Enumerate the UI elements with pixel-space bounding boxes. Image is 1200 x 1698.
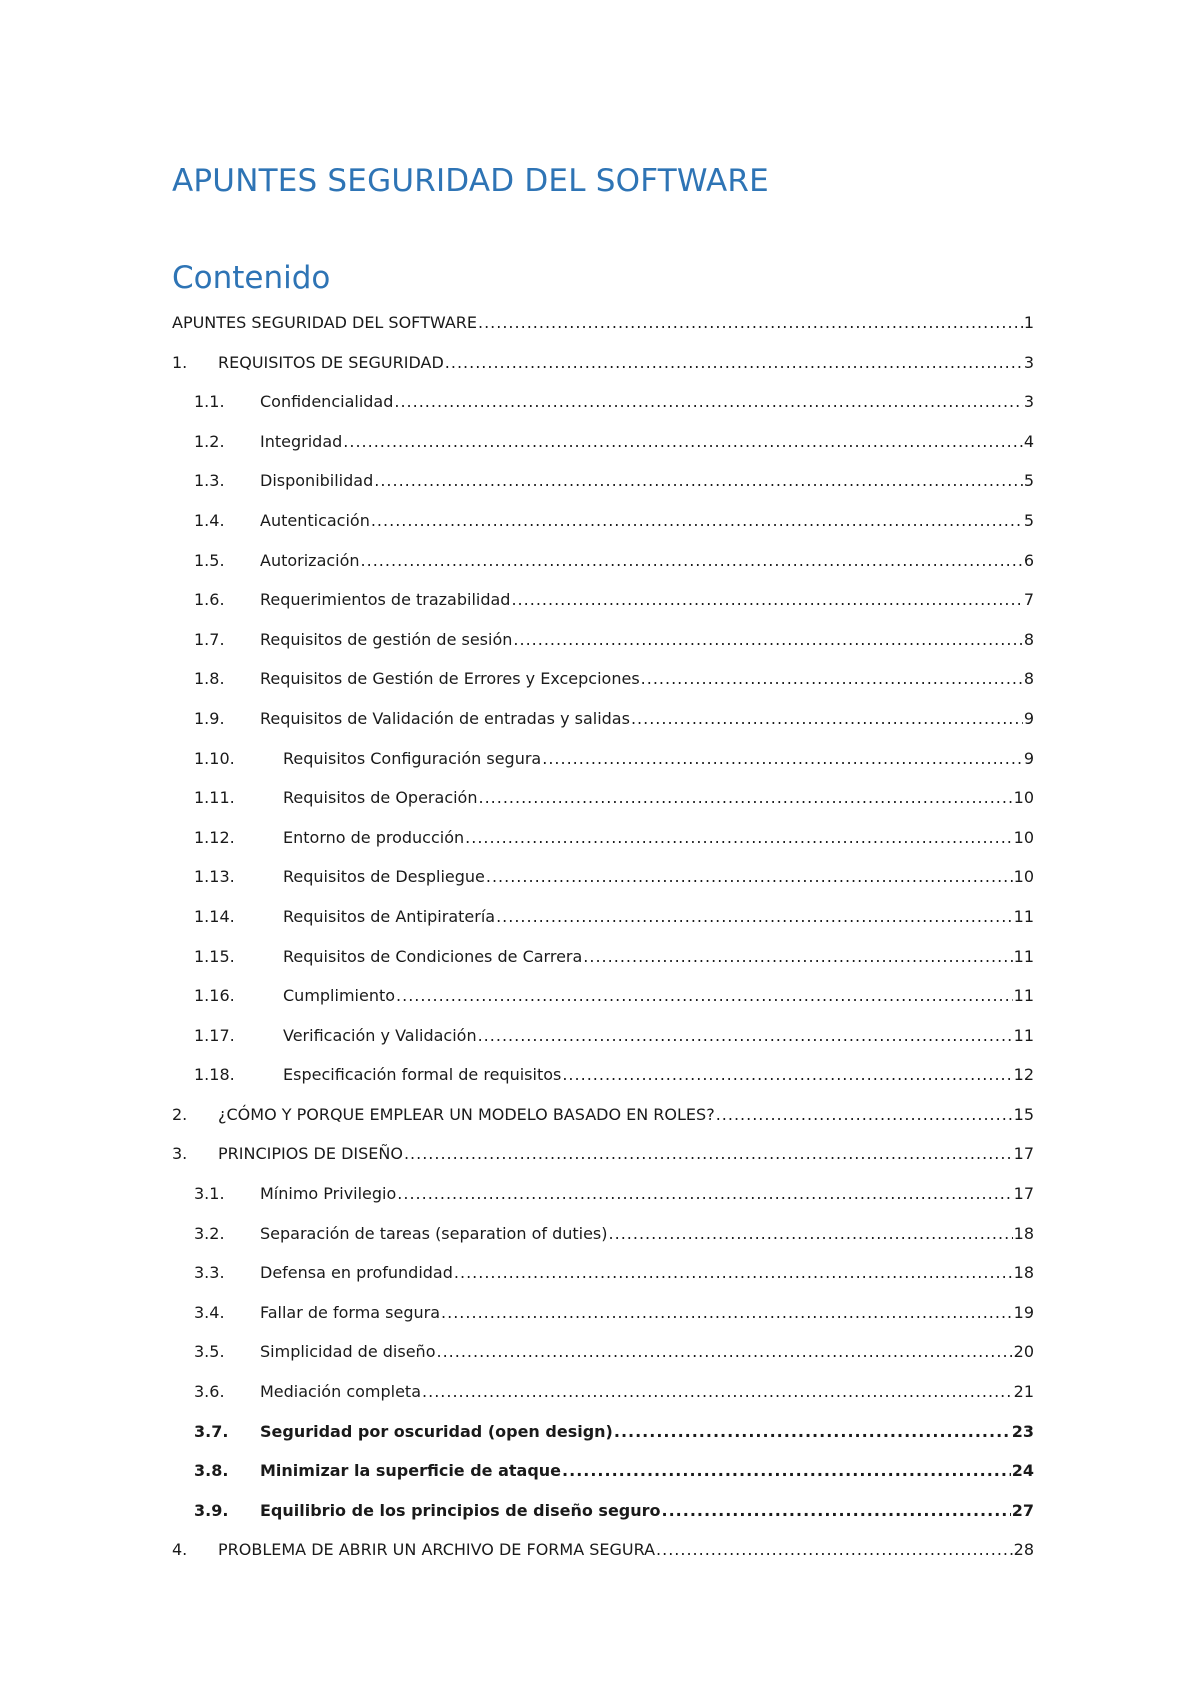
toc-entry-page: 15	[1013, 1104, 1034, 1124]
toc-entry-1-7[interactable]	[172, 620, 1034, 660]
dot-leader	[496, 897, 1013, 937]
toc-entry-number: 1.13.	[194, 867, 235, 887]
toc-entry-page: 8	[1023, 669, 1034, 689]
dot-leader	[343, 422, 1023, 462]
toc-entry-page: 11	[1013, 1025, 1034, 1045]
toc-entry-number: 1.15.	[194, 946, 235, 966]
toc-entry-text: ¿CÓMO Y PORQUE EMPLEAR UN MODELO BASADO EN ROLES?	[218, 1104, 715, 1124]
toc-entry-number: 3.3.	[194, 1263, 225, 1283]
toc-entry-text: Requisitos de Validación de entradas y salidas	[260, 708, 630, 728]
dot-leader	[465, 818, 1012, 858]
toc-entry-text: Integridad	[260, 431, 343, 451]
toc-entry-number: 2.	[172, 1104, 188, 1124]
dot-leader	[486, 857, 1013, 897]
toc-entry-text: Mediación completa	[260, 1382, 422, 1402]
dot-leader	[478, 778, 1012, 818]
toc-entry-text: Mínimo Privilegio	[260, 1184, 397, 1204]
toc-entry-1-16[interactable]	[172, 976, 1034, 1016]
dot-leader	[641, 659, 1023, 699]
toc-entry-text: Verificación y Validación	[283, 1025, 477, 1045]
toc-entry-1-11[interactable]	[172, 778, 1034, 818]
toc-entry-number: 3.7.	[194, 1421, 229, 1441]
toc-entry-1-14[interactable]	[172, 897, 1034, 937]
toc-entry-text: Requisitos de Condiciones de Carrera	[283, 946, 583, 966]
toc-entry-text: Minimizar la superficie de ataque	[260, 1461, 562, 1481]
toc-entry-number: 1.2.	[194, 431, 225, 451]
toc-entry-3[interactable]	[172, 1134, 1034, 1174]
dot-leader	[716, 1095, 1013, 1135]
toc-entry-1-9[interactable]	[172, 699, 1034, 739]
toc-entry-page: 12	[1013, 1065, 1034, 1085]
dot-leader	[454, 1253, 1013, 1293]
toc-entry-number: 3.	[172, 1144, 188, 1164]
toc-entry-number: 1.4.	[194, 510, 225, 530]
dot-leader	[511, 580, 1022, 620]
toc-entry-page: 9	[1023, 748, 1034, 768]
toc-entry-1[interactable]	[172, 343, 1034, 383]
dot-leader	[656, 1530, 1013, 1570]
dot-leader	[542, 739, 1023, 779]
toc-entry-number: 1.7.	[194, 629, 225, 649]
dot-leader	[662, 1491, 1011, 1531]
toc-entry-text: Separación de tareas (separation of duties)	[260, 1223, 608, 1243]
dot-leader	[562, 1451, 1011, 1491]
toc-entry-number: 1.17.	[194, 1025, 235, 1045]
toc-entry-1-4[interactable]	[172, 501, 1034, 541]
toc-entry-4[interactable]	[172, 1530, 1034, 1570]
toc-entry-page: 4	[1023, 431, 1034, 451]
toc-entry-text: Disponibilidad	[260, 471, 374, 491]
toc-entry-text: Cumplimiento	[283, 986, 396, 1006]
toc-entry-number: 1.9.	[194, 708, 225, 728]
toc-entry-number: 1.3.	[194, 471, 225, 491]
toc-entry-text: Requerimientos de trazabilidad	[260, 590, 511, 610]
toc-entry-3-3[interactable]	[172, 1253, 1034, 1293]
toc-entry-number: 1.10.	[194, 748, 235, 768]
toc-entry-apuntes[interactable]	[172, 303, 1034, 343]
toc-entry-3-7[interactable]	[172, 1412, 1034, 1452]
toc-entry-text: Requisitos de Operación	[283, 788, 478, 808]
toc-entry-page: 7	[1023, 590, 1034, 610]
dot-leader	[397, 1174, 1012, 1214]
dot-leader	[445, 343, 1023, 383]
toc-entry-3-8[interactable]	[172, 1451, 1034, 1491]
toc-entry-number: 3.4.	[194, 1302, 225, 1322]
toc-entry-page: 6	[1023, 550, 1034, 570]
document-title: APUNTES SEGURIDAD DEL SOFTWARE	[172, 163, 769, 199]
toc-entry-text: Fallar de forma segura	[260, 1302, 441, 1322]
toc-entry-number: 3.2.	[194, 1223, 225, 1243]
toc-entry-text: REQUISITOS DE SEGURIDAD	[218, 352, 444, 372]
toc-entry-number: 1.12.	[194, 827, 235, 847]
toc-heading: Contenido	[172, 260, 331, 296]
toc-entry-2[interactable]	[172, 1095, 1034, 1135]
toc-entry-page: 5	[1023, 471, 1034, 491]
toc-entry-3-2[interactable]	[172, 1214, 1034, 1254]
toc-entry-text: PRINCIPIOS DE DISEÑO	[218, 1144, 403, 1164]
toc-entry-text: Seguridad por oscuridad (open design)	[260, 1421, 613, 1441]
toc-entry-number: 3.6.	[194, 1382, 225, 1402]
dot-leader	[396, 976, 1013, 1016]
toc-entry-page: 1	[1023, 313, 1034, 332]
toc-entry-1-17[interactable]	[172, 1016, 1034, 1056]
toc-entry-number: 1.	[172, 352, 188, 372]
toc-entry-text: APUNTES SEGURIDAD DEL SOFTWARE	[172, 313, 477, 332]
toc-entry-text: Requisitos de Gestión de Errores y Excepciones	[260, 669, 640, 689]
toc-entry-text: Requisitos de Antipiratería	[283, 906, 496, 926]
dot-leader	[583, 937, 1012, 977]
toc-entry-1-6[interactable]	[172, 580, 1034, 620]
toc-entry-text: Requisitos de Despliegue	[283, 867, 485, 887]
toc-entry-1-13[interactable]	[172, 857, 1034, 897]
dot-leader	[631, 699, 1023, 739]
table-of-contents	[172, 303, 1034, 1570]
toc-entry-page: 23	[1011, 1421, 1034, 1441]
toc-entry-page: 8	[1023, 629, 1034, 649]
dot-leader	[371, 501, 1023, 541]
toc-entry-page: 10	[1013, 788, 1034, 808]
toc-entry-1-1[interactable]	[172, 382, 1034, 422]
dot-leader	[478, 303, 1023, 343]
dot-leader	[562, 1055, 1012, 1095]
toc-entry-3-4[interactable]	[172, 1293, 1034, 1333]
toc-entry-number: 3.8.	[194, 1461, 229, 1481]
toc-entry-1-12[interactable]	[172, 818, 1034, 858]
dot-leader	[394, 382, 1022, 422]
dot-leader	[422, 1372, 1013, 1412]
dot-leader	[361, 541, 1023, 581]
toc-entry-number: 1.14.	[194, 906, 235, 926]
toc-entry-page: 10	[1013, 827, 1034, 847]
dot-leader	[404, 1134, 1013, 1174]
toc-entry-page: 17	[1013, 1144, 1034, 1164]
toc-entry-page: 21	[1013, 1382, 1034, 1402]
dot-leader	[436, 1332, 1012, 1372]
toc-entry-text: Autorización	[260, 550, 360, 570]
dot-leader	[374, 461, 1023, 501]
dot-leader	[441, 1293, 1013, 1333]
toc-entry-text: Autenticación	[260, 510, 370, 530]
toc-entry-page: 5	[1023, 510, 1034, 530]
toc-entry-1-15[interactable]	[172, 937, 1034, 977]
toc-entry-page: 24	[1011, 1461, 1034, 1481]
toc-entry-page: 28	[1013, 1540, 1034, 1560]
toc-entry-page: 10	[1013, 867, 1034, 887]
toc-entry-page: 27	[1011, 1500, 1034, 1520]
toc-entry-text: Entorno de producción	[283, 827, 465, 847]
toc-entry-3-6[interactable]	[172, 1372, 1034, 1412]
toc-entry-number: 3.1.	[194, 1184, 225, 1204]
toc-entry-number: 4.	[172, 1540, 188, 1560]
toc-entry-page: 9	[1023, 708, 1034, 728]
toc-entry-page: 17	[1013, 1184, 1034, 1204]
toc-entry-1-5[interactable]	[172, 541, 1034, 581]
toc-entry-number: 3.5.	[194, 1342, 225, 1362]
toc-entry-number: 1.8.	[194, 669, 225, 689]
toc-entry-1-3[interactable]	[172, 461, 1034, 501]
toc-entry-page: 20	[1013, 1342, 1034, 1362]
toc-entry-text: Simplicidad de diseño	[260, 1342, 436, 1362]
toc-entry-1-10[interactable]	[172, 739, 1034, 779]
toc-entry-number: 1.1.	[194, 392, 225, 412]
dot-leader	[478, 1016, 1013, 1056]
toc-entry-number: 1.18.	[194, 1065, 235, 1085]
toc-entry-text: PROBLEMA DE ABRIR UN ARCHIVO DE FORMA SEGURA	[218, 1540, 656, 1560]
toc-entry-number: 1.5.	[194, 550, 225, 570]
toc-entry-1-2[interactable]	[172, 422, 1034, 462]
toc-entry-text: Defensa en profundidad	[260, 1263, 453, 1283]
toc-entry-3-5[interactable]	[172, 1332, 1034, 1372]
toc-entry-page: 11	[1013, 906, 1034, 926]
toc-entry-1-8[interactable]	[172, 659, 1034, 699]
toc-entry-number: 1.11.	[194, 788, 235, 808]
toc-entry-text: Confidencialidad	[260, 392, 394, 412]
toc-entry-page: 3	[1023, 352, 1034, 372]
toc-entry-page: 19	[1013, 1302, 1034, 1322]
toc-entry-text: Requisitos de gestión de sesión	[260, 629, 513, 649]
dot-leader	[609, 1214, 1013, 1254]
toc-entry-number: 3.9.	[194, 1500, 229, 1520]
toc-entry-3-9[interactable]	[172, 1491, 1034, 1531]
toc-entry-number: 1.16.	[194, 986, 235, 1006]
dot-leader	[614, 1412, 1011, 1452]
toc-entry-page: 3	[1023, 392, 1034, 412]
toc-entry-1-18[interactable]	[172, 1055, 1034, 1095]
toc-entry-page: 11	[1013, 986, 1034, 1006]
dot-leader	[513, 620, 1022, 660]
toc-entry-text: Requisitos Configuración segura	[283, 748, 542, 768]
toc-entry-text: Especificación formal de requisitos	[283, 1065, 562, 1085]
toc-entry-page: 18	[1013, 1223, 1034, 1243]
toc-entry-page: 18	[1013, 1263, 1034, 1283]
toc-entry-number: 1.6.	[194, 590, 225, 610]
toc-entry-text: Equilibrio de los principios de diseño seguro	[260, 1500, 661, 1520]
toc-entry-page: 11	[1013, 946, 1034, 966]
toc-entry-3-1[interactable]	[172, 1174, 1034, 1214]
